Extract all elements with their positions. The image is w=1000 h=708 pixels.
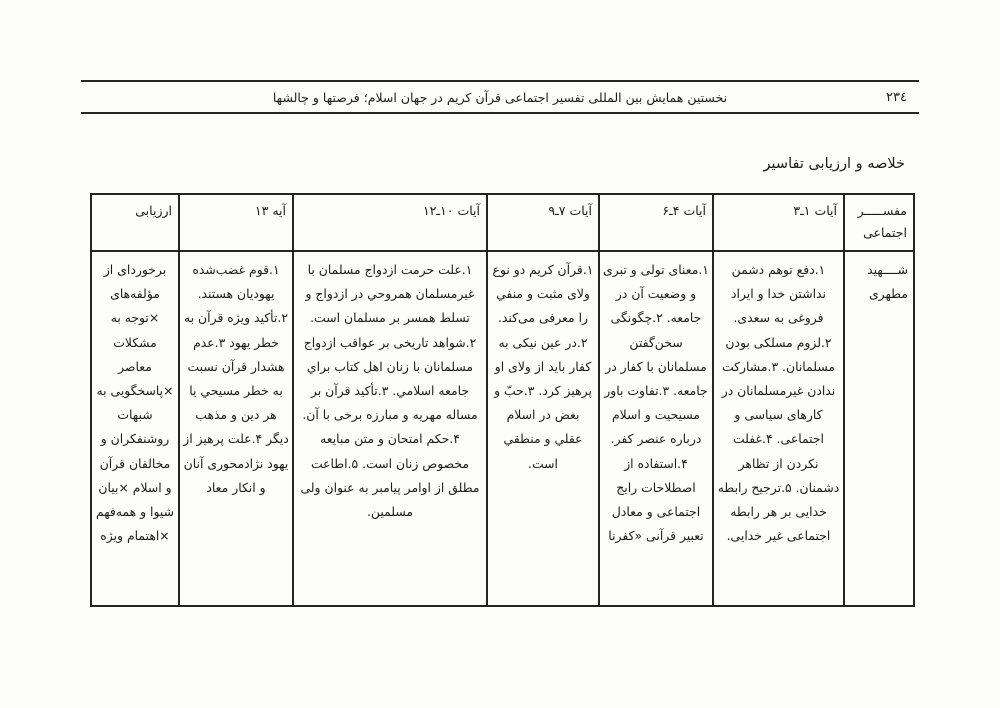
table-body-row [91,251,914,606]
cell-ayat-7-9: ۱.قرآن کریم دو نوع ولای مثبت و منفي را معرفی می‌کند. ۲.در عین نیکی به کفار باید از ولای او پرهیز کرد. ۳.حبّ و بغض در اسلام عقلي و منطقي است. [487,251,599,606]
col-header-ayat-1-3: آیات ۱ـ۳ [713,194,844,251]
cell-ayat-1-3: ۱.دفع توهم دشمن نداشتن خدا و ایراد فروغی به سعدی. ۲.لزوم مسلکی بودن مسلمانان. ۳.مشارکت ندادن غیرمسلمانان در کارهای سیاسی و اجتماعی. ۴.غفلت نکردن از تظاهر دشمنان. ۵.ترجیح رابطه خدایی بر هر رابطه اجتماعی غیر خدایی. [713,251,844,606]
running-head-rule-bottom [81,112,919,114]
section-title: خلاصه و ارزیابی تفاسیر [763,156,905,172]
page-number: ٢٣٤ [886,90,907,105]
running-head [81,85,919,111]
running-head-rule-top [81,80,919,82]
cell-interpreter [844,251,914,606]
col-header-ayat-10-12: آیات ۱۰ـ۱۲ [293,194,487,251]
cell-ayat-10-12: ۱.علت حرمت ازدواج مسلمان با غیرمسلمان همروحي در ازدواج و تسلط همسر بر مسلمان است. ۲.شواهد تاریخی بر عواقب ازدواج مسلمانان با زنان اهل کتاب براي جامعه اسلامي. ۳.تأکید قرآن بر مساله مهریه و مبارزه برخی با آن. ۴.حکم امتحان و متن مبایعه مخصوص زنان است. ۵.اطاعت مطلق از اوامر پیامبر به عنوان ولی مسلمین. [293,251,487,606]
col-header-interpreter-line2: اجتماعی [863,225,907,240]
col-header-ayat-4-6: آیات ۴ـ۶ [599,194,713,251]
col-header-ayat-7-9: آیات ۷ـ۹ [487,194,599,251]
cell-ayeh-13: ۱.قوم غضب‌شده یهودیان هستند. ۲.تأکید ویژه قرآن به خطر یهود ۳.عدم هشدار قرآن نسبت به خطر مسیحي یا هر دین و مذهب دیگر ۴.علت پرهیز از یهود نژادمحوری آنان و انکار معاد [179,251,293,606]
cell-evaluation: برخوردای از مؤلفه‌های ×توجه به مشکلات معاصر ×پاسخگویی به شبهات روشنفکران و مخالفان قرآن و اسلام ×بیان شیوا و همه‌فهم ×اهتمام ویژه [91,251,179,606]
running-head-title: نخستین همایش بین المللی تفسیر اجتماعی قرآن کریم در جهان اسلام؛ فرصتها و چالشها [272,90,728,105]
col-header-interpreter [844,194,914,251]
cell-interpreter-line1: شــــهید [867,262,908,277]
table-header-row [91,194,914,251]
tafsir-summary-table [90,193,915,607]
cell-ayat-4-6: ۱.معنای تولی و تبری و وضعیت آن در جامعه. ۲.چگونگی سخن‌گفتن مسلمانان با کفار در جامعه. ۳.تفاوت باور مسیحیت و اسلام درباره عنصر کفر. ۴.استفاده از اصطلاحات رایج اجتماعی و معادل تعبیر قرآنی «کفرنا [599,251,713,606]
col-header-evaluation: ارزیابی [91,194,179,251]
col-header-interpreter-line1: مفســـــر [857,203,907,218]
cell-interpreter-line2: مطهری [868,286,908,302]
col-header-ayeh-13: آیه ۱۳ [179,194,293,251]
